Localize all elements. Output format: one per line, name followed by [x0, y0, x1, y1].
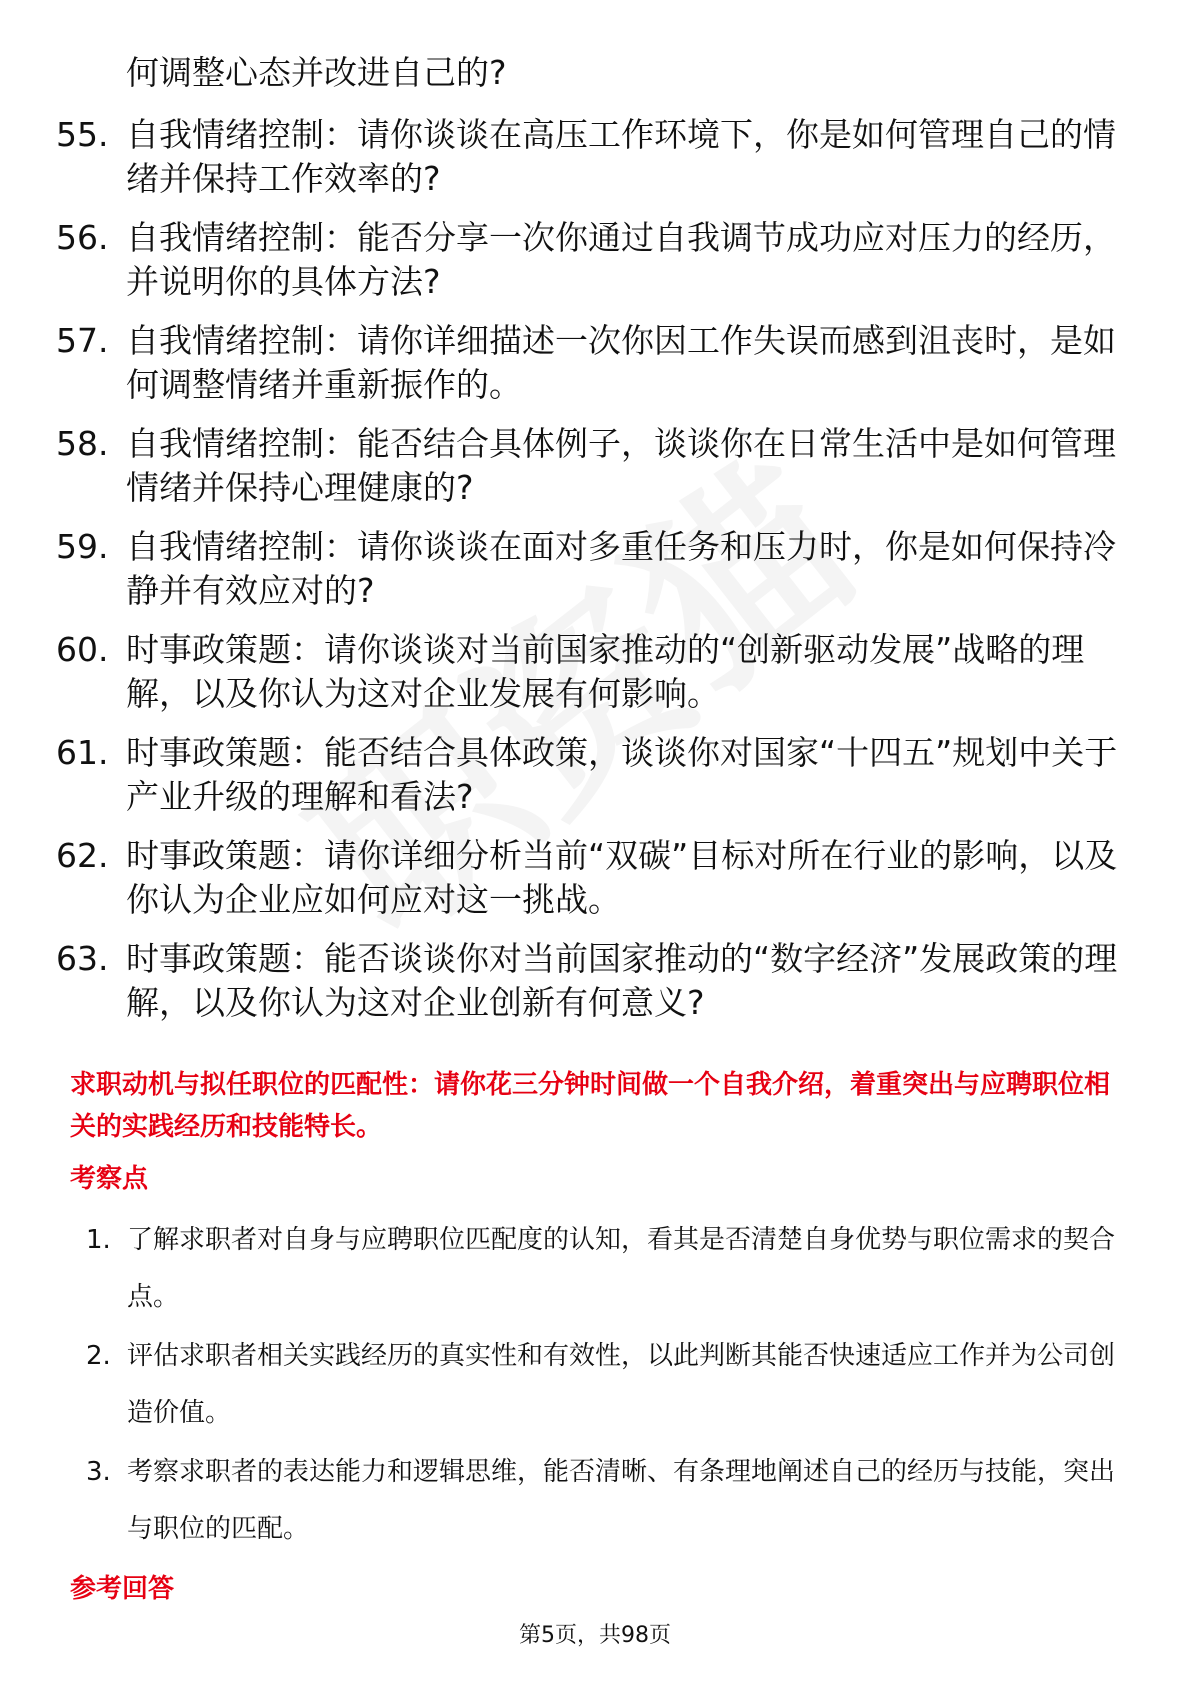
assessment-point — [86, 1328, 1126, 1442]
assessment-point — [86, 1212, 1126, 1326]
question-item — [56, 937, 1126, 1025]
question-list — [56, 113, 1126, 1040]
question-item — [56, 525, 1126, 613]
point-number: 2. — [86, 1341, 111, 1371]
question-item — [56, 422, 1126, 510]
assessment-points — [86, 1212, 1126, 1560]
question-item — [56, 628, 1126, 716]
assessment-point — [86, 1444, 1126, 1558]
question-text: 时事政策题：能否谈谈你对当前国家推动的“数字经济”发展政策的理解，以及你认为这对企业创新有何意义? — [126, 939, 1118, 1022]
question-item — [56, 113, 1126, 201]
question-text: 自我情绪控制：请你谈谈在面对多重任务和压力时，你是如何保持冷静并有效应对的? — [126, 527, 1116, 610]
question-number: 56. — [56, 218, 109, 257]
point-text: 了解求职者对自身与应聘职位匹配度的认知，看其是否清楚自身优势与职位需求的契合点。 — [127, 1225, 1116, 1312]
page-footer: 第5页，共98页 — [519, 1623, 671, 1648]
question-number: 61. — [56, 733, 109, 772]
question-continuation: 何调整心态并改进自己的? — [126, 53, 507, 92]
question-item — [56, 216, 1126, 304]
question-number: 62. — [56, 836, 109, 875]
point-number: 3. — [86, 1457, 111, 1487]
question-text: 自我情绪控制：请你详细描述一次你因工作失误而感到沮丧时，是如何调整情绪并重新振作的。 — [126, 321, 1116, 404]
section-title: 求职动机与拟任职位的匹配性：请你花三分钟时间做一个自我介绍，着重突出与应聘职位相关的实践经历和技能特长。 — [70, 1070, 1111, 1142]
question-number: 57. — [56, 321, 109, 360]
question-item — [56, 834, 1126, 922]
point-text: 考察求职者的表达能力和逻辑思维，能否清晰、有条理地阐述自己的经历与技能，突出与职位的匹配。 — [127, 1457, 1116, 1544]
question-text: 时事政策题：能否结合具体政策，谈谈你对国家“十四五”规划中关于产业升级的理解和看法? — [126, 733, 1118, 816]
question-number: 60. — [56, 630, 109, 669]
question-text: 时事政策题：请你谈谈对当前国家推动的“创新驱动发展”战略的理解，以及你认为这对企业发展有何影响。 — [126, 630, 1085, 713]
point-text: 评估求职者相关实践经历的真实性和有效性，以此判断其能否快速适应工作并为公司创造价值。 — [127, 1341, 1116, 1428]
point-number: 1. — [86, 1225, 111, 1255]
answer-heading: 参考回答 — [70, 1574, 175, 1604]
question-text: 自我情绪控制：能否分享一次你通过自我调节成功应对压力的经历，并说明你的具体方法? — [126, 218, 1116, 301]
question-item — [56, 731, 1126, 819]
question-text: 自我情绪控制：请你谈谈在高压工作环境下，你是如何管理自己的情绪并保持工作效率的? — [126, 115, 1116, 198]
points-heading: 考察点 — [70, 1164, 149, 1194]
question-number: 58. — [56, 424, 109, 463]
question-number: 59. — [56, 527, 109, 566]
question-number: 63. — [56, 939, 109, 978]
question-item — [56, 319, 1126, 407]
question-text: 自我情绪控制：能否结合具体例子，谈谈你在日常生活中是如何管理情绪并保持心理健康的? — [126, 424, 1116, 507]
question-number: 55. — [56, 115, 109, 154]
question-text: 时事政策题：请你详细分析当前“双碳”目标对所在行业的影响，以及你认为企业应如何应对这一挑战。 — [126, 836, 1118, 919]
